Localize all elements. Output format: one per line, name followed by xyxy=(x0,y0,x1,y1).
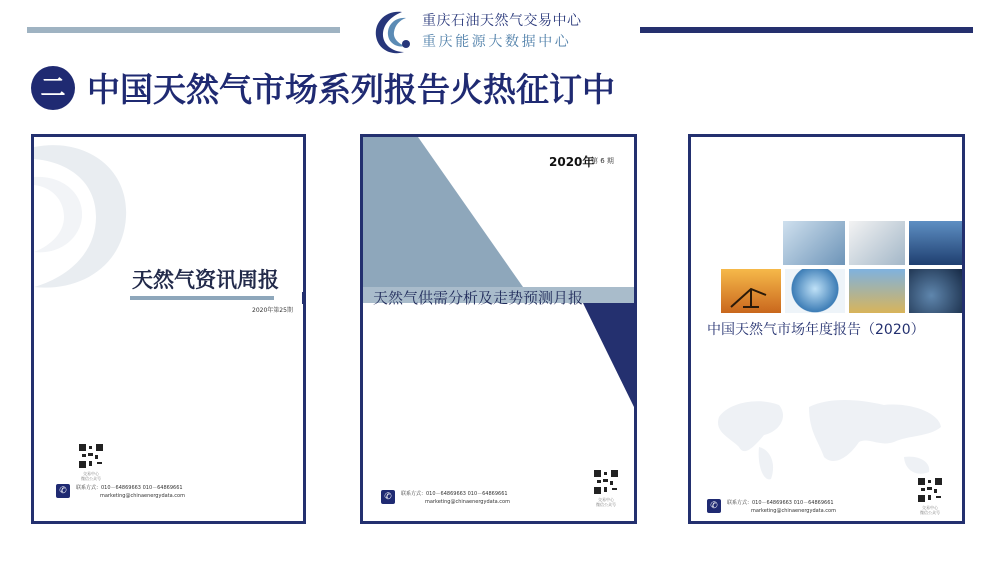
qr-caption-line1: 交易中心 xyxy=(83,471,99,476)
contact-info xyxy=(56,484,185,500)
contact-info xyxy=(707,499,836,515)
phone-icon: ✆ xyxy=(381,490,395,504)
contact-phones: 联系方式：010－64869663 010－64869661 xyxy=(76,485,183,491)
photo-documents xyxy=(849,221,905,265)
contact-phones: 联系方式：010－64869663 010－64869661 xyxy=(401,491,508,497)
section-number-badge: 二 xyxy=(31,66,75,110)
photo-charts xyxy=(783,221,845,265)
contact-email: marketing@chinaenergydata.com xyxy=(751,508,836,514)
contact-phones: 联系方式：010－64869663 010－64869661 xyxy=(727,500,834,506)
qr-caption-line1: 交易中心 xyxy=(598,497,614,502)
qr-caption-line2: 微信公众号 xyxy=(596,502,616,507)
logo-name-line1: 重庆石油天然气交易中心 xyxy=(422,13,582,29)
trading-center-logo xyxy=(372,8,420,58)
monthly-report-cover[interactable] xyxy=(360,134,637,524)
logo-text xyxy=(422,13,602,51)
contact-email: marketing@chinaenergydata.com xyxy=(425,499,510,505)
qr-code xyxy=(78,443,104,469)
title-underline xyxy=(130,296,274,300)
monthly-report-issue: 第 6 期 xyxy=(591,157,614,165)
weekly-report-issue: 2020年第25期 xyxy=(252,307,293,314)
photo-oil-pump xyxy=(721,269,781,313)
monthly-report-year: 2020年 xyxy=(549,155,595,169)
qr-code xyxy=(917,477,943,503)
header-rule-right xyxy=(640,27,973,33)
annual-report-title: 中国天然气市场年度报告（2020） xyxy=(707,322,925,338)
photo-power-plant xyxy=(909,221,965,265)
title-accent xyxy=(302,292,306,304)
page-title: 中国天然气市场系列报告火热征订中 xyxy=(87,70,615,109)
weekly-report-title: 天然气资讯周报 xyxy=(132,268,279,292)
qr-caption xyxy=(917,505,943,515)
qr-caption xyxy=(78,471,104,481)
contact-email: marketing@chinaenergydata.com xyxy=(100,493,185,499)
logo-name-line2: 重庆能源大数据中心 xyxy=(422,34,572,50)
phone-icon: ✆ xyxy=(56,484,70,498)
phone-icon: ✆ xyxy=(707,499,721,513)
qr-code xyxy=(593,469,619,495)
contact-info xyxy=(381,490,510,506)
weekly-report-cover[interactable] xyxy=(31,134,306,524)
monthly-report-title: 天然气供需分析及走势预测月报 xyxy=(373,289,584,307)
photo-globe-laptop xyxy=(785,269,845,313)
photo-refinery xyxy=(849,269,905,313)
qr-caption xyxy=(593,497,619,507)
qr-caption-line2: 微信公众号 xyxy=(920,510,940,515)
geometric-decoration xyxy=(363,137,634,521)
qr-caption-line2: 微信公众号 xyxy=(81,476,101,481)
photo-earth xyxy=(909,269,965,313)
swirl-decoration xyxy=(34,137,144,297)
annual-report-cover[interactable] xyxy=(688,134,965,524)
qr-caption-line1: 交易中心 xyxy=(922,505,938,510)
header-rule-left xyxy=(27,27,340,33)
world-map-watermark xyxy=(709,387,949,487)
